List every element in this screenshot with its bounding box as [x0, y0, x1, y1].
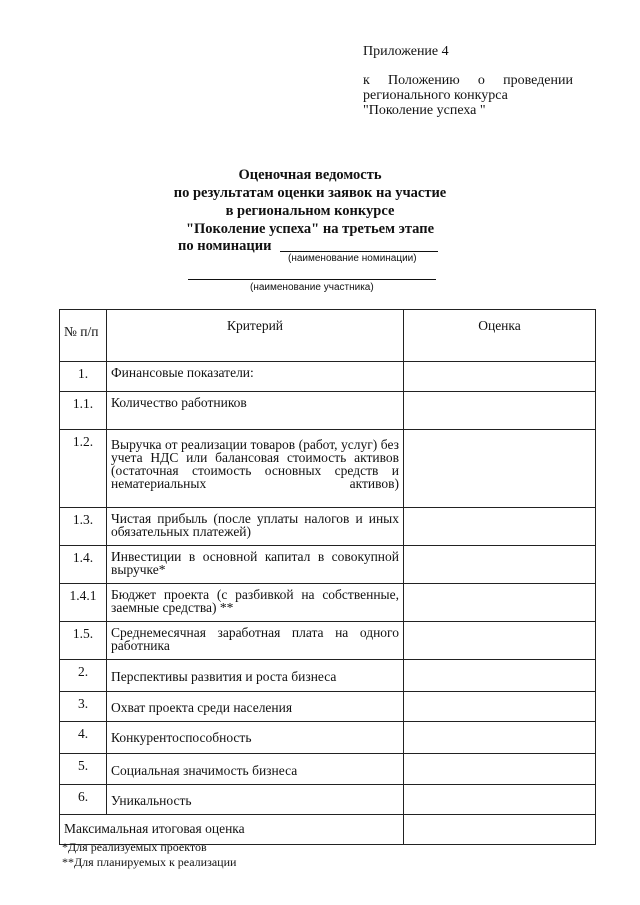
table-row	[60, 722, 596, 754]
row-score[interactable]	[404, 508, 596, 546]
row-score[interactable]	[404, 430, 596, 508]
row-criterion: Конкурентоспособность	[107, 722, 404, 754]
heading-line-3: в региональном конкурсе	[225, 203, 395, 219]
row-num: 1.1.	[60, 392, 107, 430]
row-score[interactable]	[404, 584, 596, 622]
row-num: 1.4.1	[60, 584, 107, 622]
row-score[interactable]	[404, 362, 596, 392]
header-num: № п/п	[60, 310, 107, 362]
nomination-fill-line	[280, 251, 438, 252]
table-row	[60, 546, 596, 584]
row-criterion: Перспективы развития и роста бизнеса	[107, 660, 404, 692]
participant-fill-line	[188, 279, 436, 280]
row-num: 1.2.	[60, 430, 107, 508]
document-heading	[150, 166, 470, 238]
row-num: 1.	[60, 362, 107, 392]
row-num: 1.4.	[60, 546, 107, 584]
row-num: 6.	[60, 785, 107, 815]
table-row	[60, 508, 596, 546]
row-num: 4.	[60, 722, 107, 754]
row-score[interactable]	[404, 754, 596, 785]
row-score[interactable]	[404, 546, 596, 584]
appendix-line-1: к Положению о проведении	[363, 73, 573, 88]
footnotes	[62, 840, 236, 870]
footnote-2: **Для планируемых к реализации	[62, 855, 237, 869]
table-row	[60, 785, 596, 815]
header-criterion: Критерий	[107, 310, 404, 362]
table-row	[60, 392, 596, 430]
table-row	[60, 430, 596, 508]
row-criterion: Социальная значимость бизнеса	[107, 754, 404, 785]
table-row	[60, 692, 596, 722]
table-row	[60, 622, 596, 660]
participant-caption: (наименование участника)	[250, 282, 374, 293]
table-row	[60, 754, 596, 785]
table-row	[60, 660, 596, 692]
heading-line-1: Оценочная ведомость	[238, 167, 382, 183]
row-score[interactable]	[404, 722, 596, 754]
evaluation-table	[59, 309, 596, 845]
row-criterion: Финансовые показатели:	[107, 362, 404, 392]
row-criterion: Уникальность	[107, 785, 404, 815]
total-label: Максимальная итоговая оценка	[60, 815, 404, 845]
row-score[interactable]	[404, 660, 596, 692]
row-num: 5.	[60, 754, 107, 785]
row-criterion: Среднемесячная заработная плата на одного работника	[107, 622, 404, 660]
row-num: 1.5.	[60, 622, 107, 660]
row-criterion: Выручка от реализации товаров (работ, услуг) без учета НДС или балансовая стоимость активов (остаточная стоимость основных средств и нематериальных активов)	[107, 430, 404, 508]
total-score[interactable]	[404, 815, 596, 845]
row-score[interactable]	[404, 392, 596, 430]
row-criterion: Количество работников	[107, 392, 404, 430]
row-criterion: Инвестиции в основной капитал в совокупной выручке*	[107, 546, 404, 584]
nomination-label: по номинации	[178, 238, 272, 254]
row-criterion: Бюджет проекта (с разбивкой на собственные, заемные средства) **	[107, 584, 404, 622]
appendix-line-3: "Поколение успеха "	[363, 103, 486, 118]
appendix-line-2: регионального конкурса	[363, 88, 508, 103]
table-row	[60, 362, 596, 392]
nomination-caption: (наименование номинации)	[288, 253, 417, 264]
row-num: 2.	[60, 660, 107, 692]
table-header-row	[60, 310, 596, 362]
row-criterion: Чистая прибыль (после уплаты налогов и иных обязательных платежей)	[107, 508, 404, 546]
heading-line-2: по результатам оценки заявок на участие	[173, 185, 447, 201]
table-row	[60, 584, 596, 622]
row-num: 1.3.	[60, 508, 107, 546]
row-num: 3.	[60, 692, 107, 722]
heading-line-4: "Поколение успеха" на третьем этапе	[185, 221, 435, 237]
row-criterion: Охват проекта среди населения	[107, 692, 404, 722]
footnote-1: *Для реализуемых проектов	[62, 840, 207, 854]
row-score[interactable]	[404, 622, 596, 660]
row-score[interactable]	[404, 785, 596, 815]
appendix-title: Приложение 4	[363, 44, 449, 59]
appendix-block	[363, 44, 573, 118]
row-score[interactable]	[404, 692, 596, 722]
header-score: Оценка	[404, 310, 596, 362]
